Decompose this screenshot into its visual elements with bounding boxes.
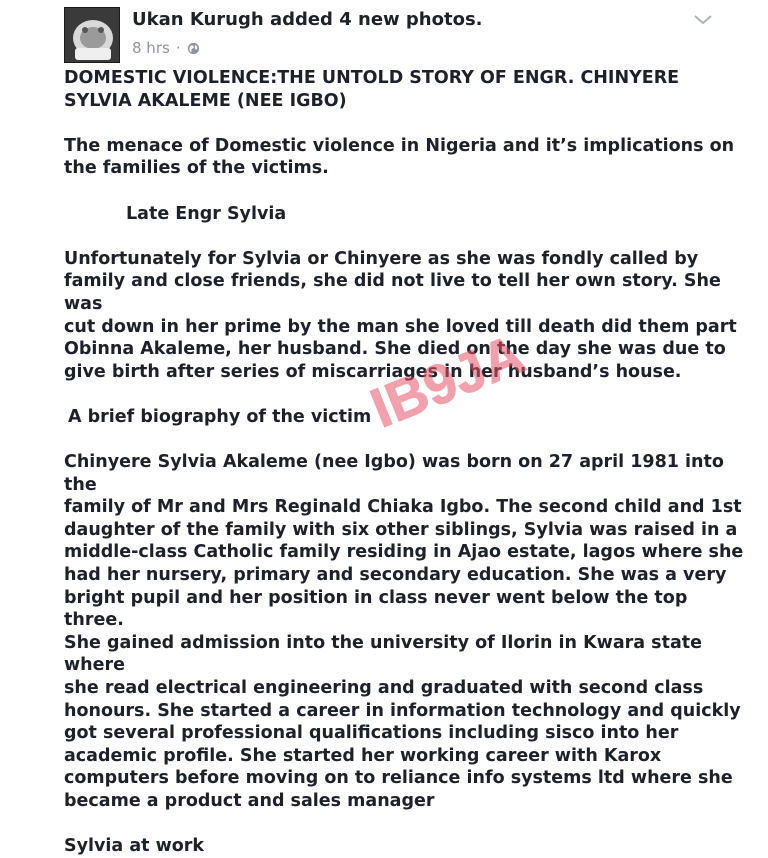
- post-author-line: [132, 9, 483, 30]
- post-content: [64, 67, 744, 858]
- avatar-image: [65, 8, 120, 63]
- article-subtitle: The menace of Domestic violence in Nigeria and it’s implications on the families of the victims.: [64, 135, 735, 179]
- post-action-text: added 4 new photos.: [269, 9, 483, 30]
- photo-caption: Late Engr Sylvia: [126, 203, 287, 224]
- biography-paragraph: Chinyere Sylvia Akaleme (nee Igbo) was born on 27 april 1981 into the family of Mr and Mrs Reginald Chiaka Igbo. The second child and 1st daughter of the family with six other siblings, Sylvia was raised in a middle-class Catholic family residing in Ajao estate, lagos where she had her nursery, primary and secondary education. She was a very bright pupil and her position in class never went below the top three. She gained admission into the university of Ilorin in Kwara state where she read electrical engineering and graduated with second class honours. She started a career in information technology and quickly got several professional qualifications including sisco into her academic profile. She started her working career with Karox computers before moving on to reliance info systems ltd where she became a product and sales manager: [64, 452, 744, 811]
- post-header: [64, 7, 724, 63]
- watermark-text: IB9JA: [362, 322, 533, 440]
- post-timestamp[interactable]: 8 hrs: [132, 39, 170, 57]
- post-meta: [132, 39, 200, 57]
- article-title: DOMESTIC VIOLENCE:THE UNTOLD STORY OF ENGR. CHINYERE SYLVIA AKALEME (NEE IGBO): [64, 68, 680, 111]
- story-paragraph: Unfortunately for Sylvia or Chinyere as she was fondly called by family and close friends, she did not live to tell her own story. She was cut down in her prime by the man she loved till death did them part Obinna Akaleme, her husband. She died on the day she was due to give birth after series of miscarriages in her husband’s house.: [64, 248, 737, 382]
- chevron-down-icon[interactable]: [692, 12, 714, 28]
- meta-separator: ·: [175, 39, 181, 57]
- avatar[interactable]: [64, 7, 120, 63]
- globe-icon: [187, 42, 200, 55]
- section-heading: A brief biography of the victim: [68, 406, 372, 427]
- author-name[interactable]: Ukan Kurugh: [132, 9, 264, 30]
- photo-caption-work: Sylvia at work: [64, 836, 205, 857]
